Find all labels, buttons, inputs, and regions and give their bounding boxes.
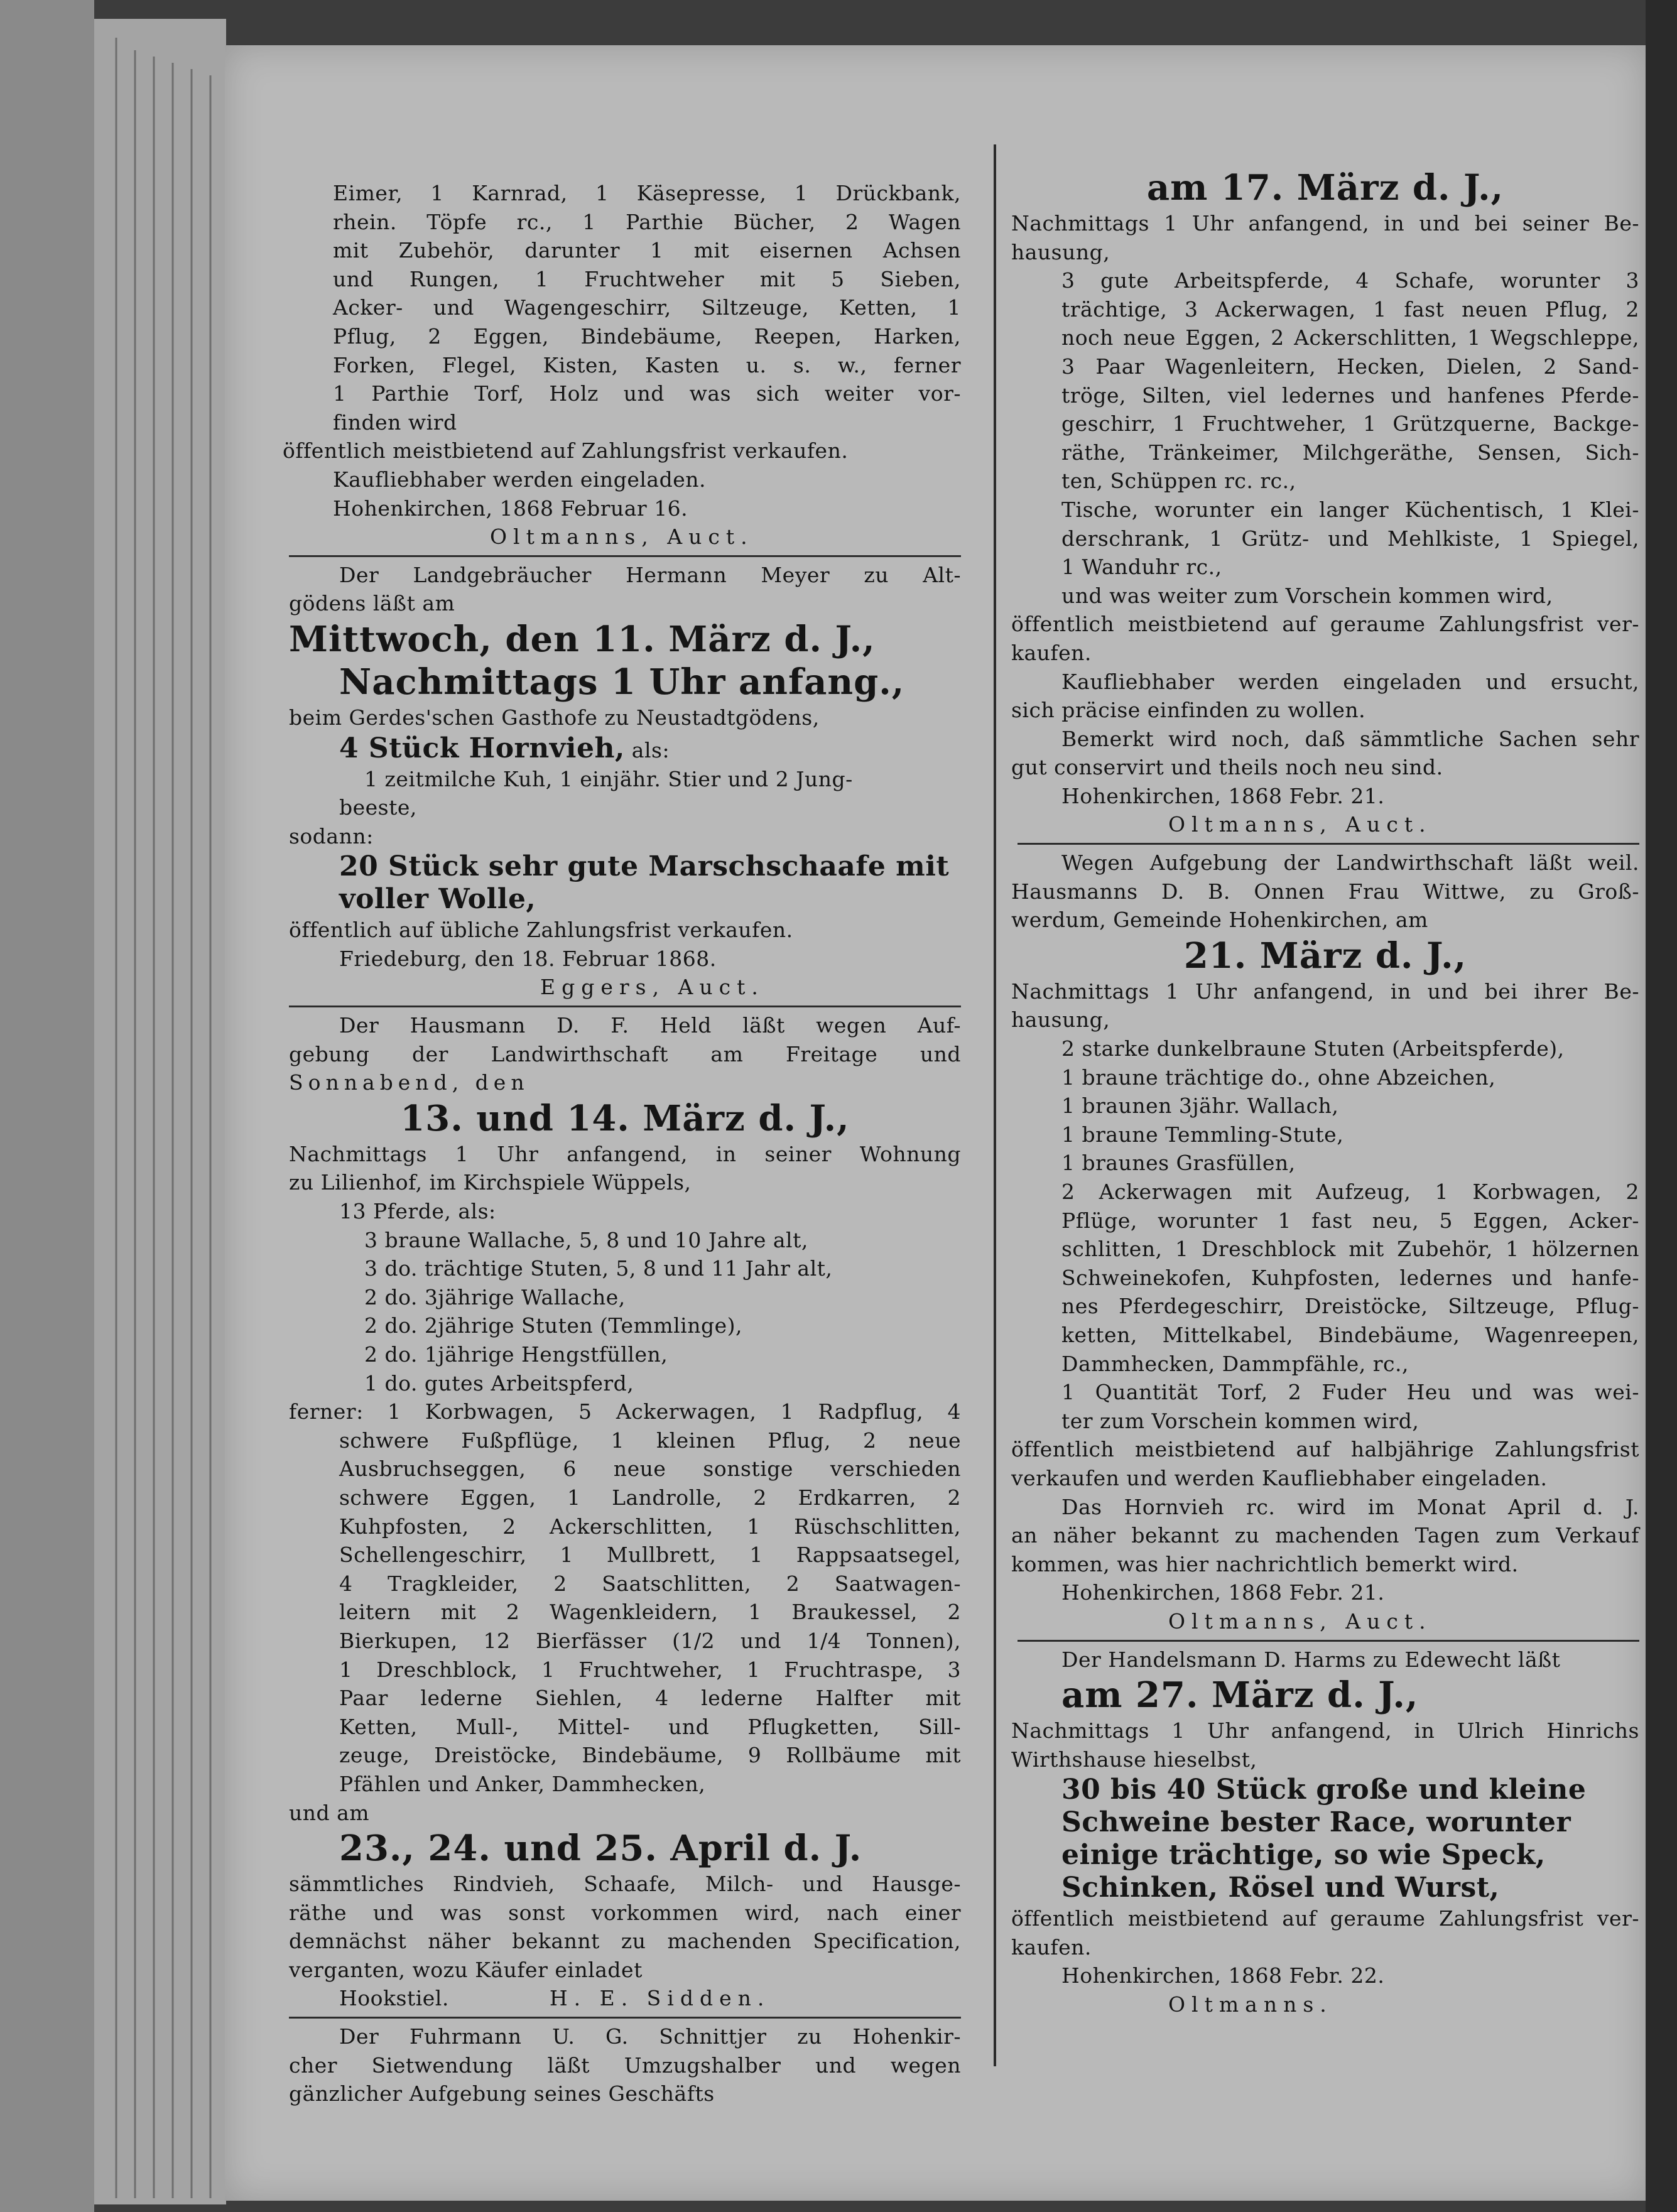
text-line: kaufen. [1011, 640, 1092, 665]
signature: Eggers, Auct. [540, 975, 764, 1000]
text-line: 1 Quantität Torf, 2 Fuder Heu und was wei- [1061, 1380, 1639, 1405]
text-line: hausung, [1011, 1007, 1110, 1033]
text-line: öffentlich meistbietend auf geraume Zahlungsfrist ver- [1011, 1906, 1639, 1931]
headline-time: Nachmittags 1 Uhr anfang., [339, 661, 905, 703]
text-line: Hohenkirchen, 1868 Febr. 21. [1061, 783, 1385, 808]
text-line: werdum, Gemeinde Hohenkirchen, am [1011, 908, 1428, 933]
headline-date: 13. und 14. März d. J., [400, 1097, 850, 1139]
text-line: Hohenkirchen, 1868 Februar 16. [333, 496, 688, 521]
ad-block-2 [289, 561, 961, 1002]
text-line: Schweinekofen, Kuhpfosten, ledernes und hanfe- [1061, 1265, 1639, 1290]
text-line: Paar lederne Siehlen, 4 lederne Halfter mit [339, 1686, 961, 1711]
text-line: Ketten, Mull-, Mittel- und Pflugketten, Sill- [339, 1714, 961, 1739]
text-line: 3 braune Wallache, 5, 8 und 10 Jahre alt, [364, 1227, 808, 1252]
signature: Oltmanns. [1168, 1992, 1333, 2017]
separator-rule [289, 2017, 961, 2019]
text-line: schwere Eggen, 1 Landrolle, 2 Erdkarren, 2 [339, 1485, 961, 1510]
ad-block-7 [1011, 1645, 1639, 2019]
signature: Oltmanns, Auct. [1168, 812, 1432, 837]
text-line: hausung, [1011, 239, 1110, 264]
text-line: 3 gute Arbeitspferde, 4 Schafe, worunter 3 [1061, 268, 1639, 293]
text-line: geschirr, 1 Fruchtweher, 1 Grützquerne, Backge- [1061, 411, 1639, 436]
text-line: 2 do. 1jährige Hengstfüllen, [364, 1342, 668, 1367]
text-line: cher Sietwendung läßt Umzugshalber und wegen [289, 2052, 961, 2078]
text-line: 1 braune trächtige do., ohne Abzeichen, [1061, 1065, 1496, 1090]
text-line: 2 Ackerwagen mit Aufzeug, 1 Korbwagen, 2 [1061, 1179, 1639, 1204]
item-head: 20 Stück sehr gute Marschschaafe mit [339, 850, 950, 883]
signature: Oltmanns, Auct. [490, 524, 754, 550]
signature: Oltmanns, Auct. [1168, 1608, 1432, 1634]
text-line: 2 do. 2jährige Stuten (Temmlinge), [364, 1313, 742, 1338]
text-line: Hohenkirchen, 1868 Febr. 22. [1061, 1963, 1385, 1988]
text-line: schlitten, 1 Dreschblock mit Zubehör, 1 hölzernen [1061, 1237, 1639, 1262]
text-line: demnächst näher bekannt zu machenden Specification, [289, 1929, 961, 1954]
text-line: und am [289, 1800, 370, 1825]
bold-item-line: einige trächtige, so wie Speck, [1061, 1839, 1546, 1872]
text-line: räthe und was sonst vorkommen wird, nach einer [289, 1900, 961, 1925]
text-line: Hausmanns D. B. Onnen Frau Wittwe, zu Groß- [1011, 879, 1639, 904]
text-line: 2 starke dunkelbraune Stuten (Arbeitspferde), [1061, 1036, 1565, 1061]
text-line: gut conservirt und theils noch neu sind. [1011, 755, 1443, 780]
text-line: an näher bekannt zu machenden Tagen zum Verkauf [1011, 1523, 1639, 1548]
text-line: 1 do. gutes Arbeitspferd, [364, 1370, 634, 1396]
text-line: noch neue Eggen, 2 Ackerschlitten, 1 Wegschleppe, [1061, 325, 1639, 350]
text-line: öffentlich meistbietend auf Zahlungsfrist verkaufen. [283, 438, 849, 464]
separator-rule [1018, 1640, 1639, 1642]
text-line: sämmtliches Rindvieh, Schaafe, Milch- und Hausge- [289, 1872, 961, 1897]
text-line: sodann: [289, 823, 374, 848]
text-line: räthe, Tränkeimer, Milchgeräthe, Sensen, Sich- [1061, 440, 1639, 465]
text-line: ten, Schüppen rc. rc., [1061, 469, 1296, 494]
text-line: tröge, Silten, viel ledernes und hanfenes Pferde- [1061, 382, 1639, 408]
text-line: 4 Tragkleider, 2 Saatschlitten, 2 Saatwagen- [339, 1571, 961, 1596]
text-line: Kuhpfosten, 2 Ackerschlitten, 1 Rüschschlitten, [339, 1514, 961, 1539]
text-line: und was weiter zum Vorschein kommen wird, [1061, 583, 1553, 608]
text-line: Kaufliebhaber werden eingeladen. [333, 467, 706, 492]
headline-date: 23., 24. und 25. April d. J. [339, 1828, 862, 1870]
text-line: Kaufliebhaber werden eingeladen und ersucht, [1061, 669, 1639, 694]
separator-rule [289, 1006, 961, 1007]
text-line: Eimer, 1 Karnrad, 1 Käsepresse, 1 Drückbank, [333, 181, 961, 205]
text-line: kaufen. [1011, 1934, 1092, 1960]
text-line: nes Pferdegeschirr, Dreistöcke, Siltzeuge, Pflug- [1061, 1294, 1639, 1319]
text-line: 3 do. trächtige Stuten, 5, 8 und 11 Jahr alt, [364, 1256, 833, 1281]
text-line: Der Fuhrmann U. G. Schnittjer zu Hohenkir- [339, 2024, 961, 2049]
text-line: ketten, Mittelkabel, Bindebäume, Wagenreepen, [1061, 1322, 1639, 1347]
text-line: gödens läßt am [289, 591, 455, 616]
text-line: Pflug, 2 Eggen, Bindebäume, Reepen, Harken, [333, 323, 961, 349]
text-line: Nachmittags 1 Uhr anfangend, in Ulrich Hinrichs [1011, 1718, 1639, 1743]
text-line: rhein. Töpfe rc., 1 Parthie Bücher, 2 Wagen [333, 209, 961, 234]
ad-block-4 [289, 2022, 961, 2108]
text-line: öffentlich meistbietend auf geraume Zahlungsfrist ver- [1011, 612, 1639, 637]
text-line: sich präcise einfinden zu wollen. [1011, 698, 1366, 723]
text-line: finden wird [333, 409, 457, 435]
ad-block-5 [1011, 166, 1639, 839]
headline-date: Mittwoch, den 11. März d. J., [289, 618, 876, 660]
text-line: Pflüge, worunter 1 fast neu, 5 Eggen, Acker- [1061, 1208, 1639, 1233]
text-line: Dammhecken, Dammpfähle, rc., [1061, 1351, 1409, 1376]
text-line: Bemerkt wird noch, daß sämmtliche Sachen sehr [1061, 726, 1639, 751]
text-line: verkaufen und werden Kaufliebhaber eingeladen. [1011, 1465, 1548, 1490]
bold-item-line: Schweine bester Race, worunter [1061, 1806, 1571, 1839]
text-line: 1 Wanduhr rc., [1061, 555, 1222, 580]
signature: H. E. Sidden. [549, 1986, 771, 2011]
text-line: als: [631, 737, 670, 762]
headline-date: am 17. März d. J., [1146, 167, 1504, 209]
text-line: Der Handelsmann D. Harms zu Edewecht läßt [1061, 1647, 1561, 1672]
column-divider [994, 144, 996, 2066]
text-line: mit Zubehör, darunter 1 mit eisernen Achsen [333, 238, 961, 263]
separator-rule [1018, 843, 1639, 845]
text-line: beim Gerdes'schen Gasthofe zu Neustadtgödens, [289, 705, 820, 730]
text-line: 13 Pferde, als: [339, 1199, 496, 1224]
text-line: Schellengeschirr, 1 Mullbrett, 1 Rappsaatsegel, [339, 1542, 961, 1568]
item-head: voller Wolle, [339, 883, 536, 916]
right-column [1011, 167, 1639, 2019]
ad-block-1 [283, 179, 961, 551]
text-line: trächtige, 3 Ackerwagen, 1 fast neuen Pflug, 2 [1061, 296, 1639, 322]
text-line: Friedeburg, den 18. Februar 1868. [339, 946, 717, 971]
text-line: Der Landgebräucher Hermann Meyer zu Alt- [339, 562, 961, 587]
text-line: schwere Fußpflüge, 1 kleinen Pflug, 2 neue [339, 1428, 961, 1453]
headline-date: 21. März d. J., [1183, 935, 1467, 977]
text-line: Wirthshause hieselbst, [1011, 1747, 1257, 1772]
text-line: ferner: 1 Korbwagen, 5 Ackerwagen, 1 Radpflug, 4 [289, 1399, 961, 1424]
ad-block-3 [289, 1011, 961, 2013]
text-line: Wegen Aufgebung der Landwirthschaft läßt weil. [1061, 850, 1639, 876]
text-line: Sonnabend, den [289, 1070, 529, 1095]
text-line: verganten, wozu Käufer einladet [289, 1957, 643, 1982]
bold-item-line: Schinken, Rösel und Wurst, [1061, 1872, 1500, 1904]
text-line: 2 do. 3jährige Wallache, [364, 1284, 626, 1309]
text-line: öffentlich auf übliche Zahlungsfrist verkaufen. [289, 918, 793, 943]
item-head: 4 Stück Hornvieh, [339, 732, 625, 764]
text-line: Acker- und Wagengeschirr, Siltzeuge, Ketten, 1 [333, 295, 961, 320]
text-line: Nachmittags 1 Uhr anfangend, in seiner Wohnung [289, 1141, 961, 1166]
text-line: 1 braunen 3jähr. Wallach, [1061, 1093, 1339, 1119]
text-line: öffentlich meistbietend auf halbjährige Zahlungsfrist [1011, 1437, 1639, 1462]
text-line: Das Hornvieh rc. wird im Monat April d. J. [1061, 1494, 1639, 1519]
text-line: zu Lilienhof, im Kirchspiele Wüppels, [289, 1170, 692, 1195]
text-line: Forken, Flegel, Kisten, Kasten u. s. w., ferner [333, 352, 961, 377]
headline-date: am 27. März d. J., [1061, 1674, 1419, 1716]
text-line: 3 Paar Wagenleitern, Hecken, Dielen, 2 Sand- [1061, 354, 1639, 379]
text-line: Der Hausmann D. F. Held läßt wegen Auf- [339, 1013, 961, 1038]
text-line: 1 Parthie Torf, Holz und was sich weiter vor- [333, 381, 961, 406]
bold-item-line: 30 bis 40 Stück große und kleine [1061, 1774, 1587, 1806]
signature-place: Hookstiel. [339, 1986, 449, 2011]
text-line: Nachmittags 1 Uhr anfangend, in und bei ihrer Be- [1011, 979, 1639, 1004]
text-line: kommen, was hier nachrichtlich bemerkt wird. [1011, 1551, 1519, 1576]
ad-block-6 [1011, 848, 1639, 1635]
text-line: derschrank, 1 Grütz- und Mehlkiste, 1 Spiegel, [1061, 526, 1639, 551]
separator-rule [289, 555, 961, 557]
left-column [283, 179, 961, 2108]
text-line: 1 zeitmilche Kuh, 1 einjähr. Stier und 2 Jung- [364, 766, 853, 791]
text-line: 1 braune Temmling-Stute, [1061, 1122, 1344, 1147]
text-line: Ausbruchseggen, 6 neue sonstige verschieden [339, 1456, 961, 1482]
text-line: Tische, worunter ein langer Küchentisch, 1 Klei- [1061, 497, 1639, 522]
text-line: Nachmittags 1 Uhr anfangend, in und bei seiner Be- [1011, 211, 1639, 236]
text-line: 1 braunes Grasfüllen, [1061, 1151, 1296, 1176]
text-line: und Rungen, 1 Fruchtweher mit 5 Sieben, [333, 266, 961, 291]
text-line: zeuge, Dreistöcke, Bindebäume, 9 Rollbäume mit [339, 1743, 961, 1768]
text-line: ter zum Vorschein kommen wird, [1061, 1408, 1419, 1433]
text-line: leitern mit 2 Wagenkleidern, 1 Braukessel, 2 [339, 1600, 961, 1625]
text-line: gänzlicher Aufgebung seines Geschäfts [289, 2081, 715, 2106]
text-line: Bierkupen, 12 Bierfässer (1/2 und 1/4 Tonnen), [339, 1628, 961, 1653]
text-line: 1 Dreschblock, 1 Fruchtweher, 1 Fruchtraspe, 3 [339, 1657, 961, 1682]
text-line: Hohenkirchen, 1868 Febr. 21. [1061, 1580, 1385, 1605]
text-line: gebung der Landwirthschaft am Freitage und [289, 1041, 961, 1066]
text-line: beeste, [339, 795, 417, 820]
text-line: Pfählen und Anker, Dammhecken, [339, 1771, 706, 1796]
